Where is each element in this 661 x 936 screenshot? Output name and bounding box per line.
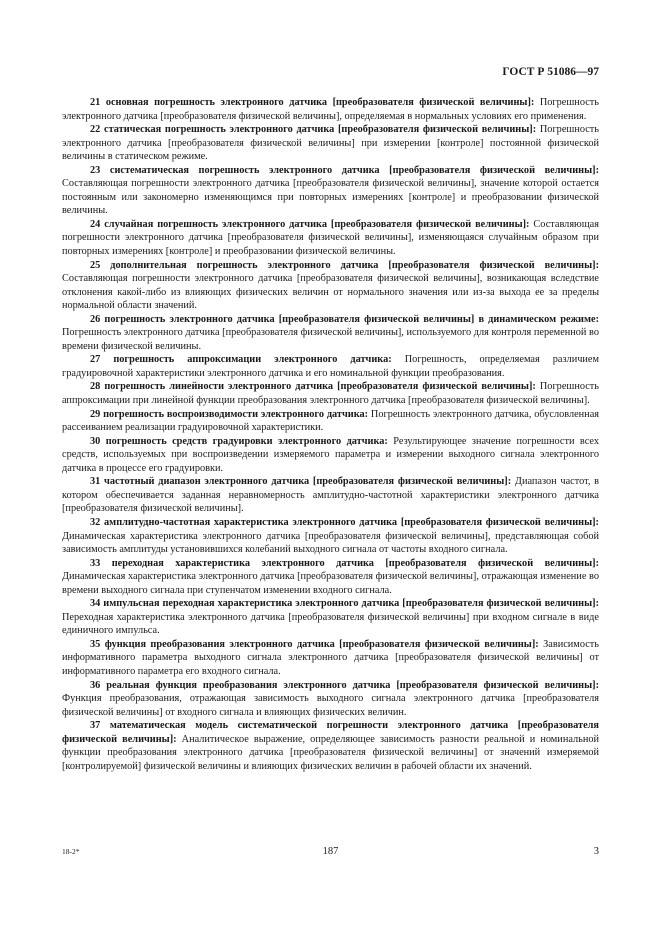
definition-30 bbox=[62, 435, 599, 476]
definition-34 bbox=[62, 597, 599, 638]
term: 28 погрешность линейности электронного датчика [преобразователя физической величины]: bbox=[90, 381, 536, 393]
print-mark: 18-2* bbox=[62, 847, 80, 856]
definition-text: Погрешность электронного датчика [преобразователя физической величины], определяемая в нормальных условиях его применения. bbox=[62, 97, 599, 122]
definition-35 bbox=[62, 638, 599, 679]
definition-text: Составляющая погрешности электронного датчика [преобразователя физической величины], возникающая вследствие отклонения какой-либо из влияющих физических величин от нормального значения или из-за выхода ее за пределы нормальной области значений. bbox=[62, 273, 599, 312]
term: 32 амплитудно-частотная характеристика электронного датчика [преобразователя физической величины]: bbox=[90, 516, 599, 528]
definition-text: Переходная характеристика электронного датчика [преобразователя физической величины] при входном сигнале в виде единичного импульса. bbox=[62, 611, 599, 637]
page-number: 187 bbox=[322, 846, 339, 857]
term: 37 математическая модель систематической погрешности электронного датчика [преобразователя физической величины]: bbox=[62, 720, 599, 745]
definition-29 bbox=[62, 408, 599, 435]
definition-text: Погрешность электронного датчика, обусловленная рассеиванием реализации градуировочной характеристики. bbox=[62, 408, 599, 434]
definition-text: Результирующее значение погрешности всех средств, используемых при воспроизведении измеряемого параметра и измерении выходного сигнала электронного датчика в процессе его градуировки. bbox=[62, 435, 599, 474]
term: 35 функция преобразования электронного датчика [преобразователя физической величины]: bbox=[90, 638, 539, 650]
definition-24 bbox=[62, 218, 599, 259]
term: 36 реальная функция преобразования электронного датчика [преобразователя физической величины]: bbox=[90, 679, 599, 691]
term: 31 частотный диапазон электронного датчика [преобразователя физической величины]: bbox=[90, 476, 512, 488]
definition-text: Динамическая характеристика электронного датчика [преобразователя физической величины], отражающая изменение во времени выходного сигнала при ступенчатом изменении входного сигнала. bbox=[62, 571, 599, 596]
definition-21 bbox=[62, 96, 599, 123]
term: 21 основная погрешность электронного датчика [преобразователя физической величины]: bbox=[90, 97, 535, 108]
definition-31 bbox=[62, 475, 599, 516]
definition-text: Составляющая погрешности электронного датчика [преобразователя физической величины], значение которой остается постоянным или закономерно изменяющимся при повторных измерениях [контроле] и преобразовании физической величины. bbox=[62, 178, 599, 217]
definition-23 bbox=[62, 164, 599, 218]
term: 26 погрешность электронного датчика [преобразователя физической величины] в динамическом режиме: bbox=[90, 313, 599, 325]
sheet-number: 3 bbox=[593, 846, 599, 857]
definition-text: Погрешность электронного датчика [преобразователя физической величины], используемого для контроля переменной во времени физической величины. bbox=[62, 327, 599, 352]
definition-text: Диапазон частот, в котором обеспечивается заданная неравномерность амплитудно-частотной характеристики электронного датчика [преобразователя физической величины]. bbox=[62, 476, 600, 515]
definition-27 bbox=[62, 353, 599, 380]
definition-32 bbox=[62, 516, 599, 557]
definition-text: Зависимость информативного параметра выходного сигнала электронного датчика [преобразователя физической величины] от информативного параметра его входного сигнала. bbox=[62, 638, 599, 677]
document-body bbox=[62, 96, 599, 773]
definition-25 bbox=[62, 259, 599, 313]
term: 24 случайная погрешность электронного датчика [преобразователя физической величины]: bbox=[90, 218, 530, 230]
definition-text: Аналитическое выражение, определяющее зависимость разности реальной и номинальной функции преобразования электронного датчика [преобразователя физической величины] от значений измеряемой [контролируемой] физической величины и влияющих физических величин в рабочей области их значений. bbox=[62, 733, 599, 772]
term: 27 погрешность аппроксимации электронного датчика: bbox=[90, 354, 392, 366]
definition-36 bbox=[62, 679, 599, 720]
definition-22 bbox=[62, 123, 599, 164]
definition-37 bbox=[62, 719, 599, 773]
definition-text: Погрешность электронного датчика [преобразователя физической величины] при измерении [контроле] постоянной физической величины в статическом режиме. bbox=[62, 124, 599, 163]
term: 25 дополнительная погрешность электронного датчика [преобразователя физической величины]: bbox=[90, 259, 599, 271]
term: 30 погрешность средств градуировки электронного датчика: bbox=[90, 435, 388, 447]
term: 29 погрешность воспроизводимости электронного датчика: bbox=[90, 408, 369, 420]
definition-text: Погрешность, определяемая различием градуировочной характеристики электронного датчика и его номинальной функции преобразования. bbox=[62, 354, 599, 379]
definition-text: Функция преобразования, отражающая зависимость выходного сигнала электронного датчика [преобразователя физической величины] от входного сигнала и влияющих физических величин. bbox=[62, 693, 599, 718]
definition-26 bbox=[62, 313, 599, 354]
document-header: ГОСТ Р 51086—97 bbox=[502, 66, 599, 78]
definition-text: Составляющая погрешности электронного датчика [преобразователя физической величины], изменяющаяся случайным образом при повторных измерениях [контроле] и преобразовании физической величины. bbox=[62, 218, 599, 258]
definition-28 bbox=[62, 380, 599, 407]
term: 33 переходная характеристика электронного датчика [преобразователя физической величины]: bbox=[90, 557, 599, 569]
definition-text: Динамическая характеристика электронного датчика [преобразователя физической величины], представляющая собой зависимость амплитуды установившихся колебаний выходного сигнала от частоты входного сигнала. bbox=[62, 530, 599, 556]
page-footer bbox=[62, 846, 599, 860]
term: 23 систематическая погрешность электронного датчика [преобразователя физической величины]: bbox=[90, 164, 599, 176]
definition-text: Погрешность аппроксимации при линейной функции преобразования электронного датчика [преобразователя физической величины]. bbox=[62, 381, 600, 407]
term: 22 статическая погрешность электронного датчика [преобразователя физической величины]: bbox=[90, 124, 537, 136]
definition-33 bbox=[62, 557, 599, 598]
term: 34 импульсная переходная характеристика электронного датчика [преобразователя физической величины]: bbox=[90, 598, 599, 610]
